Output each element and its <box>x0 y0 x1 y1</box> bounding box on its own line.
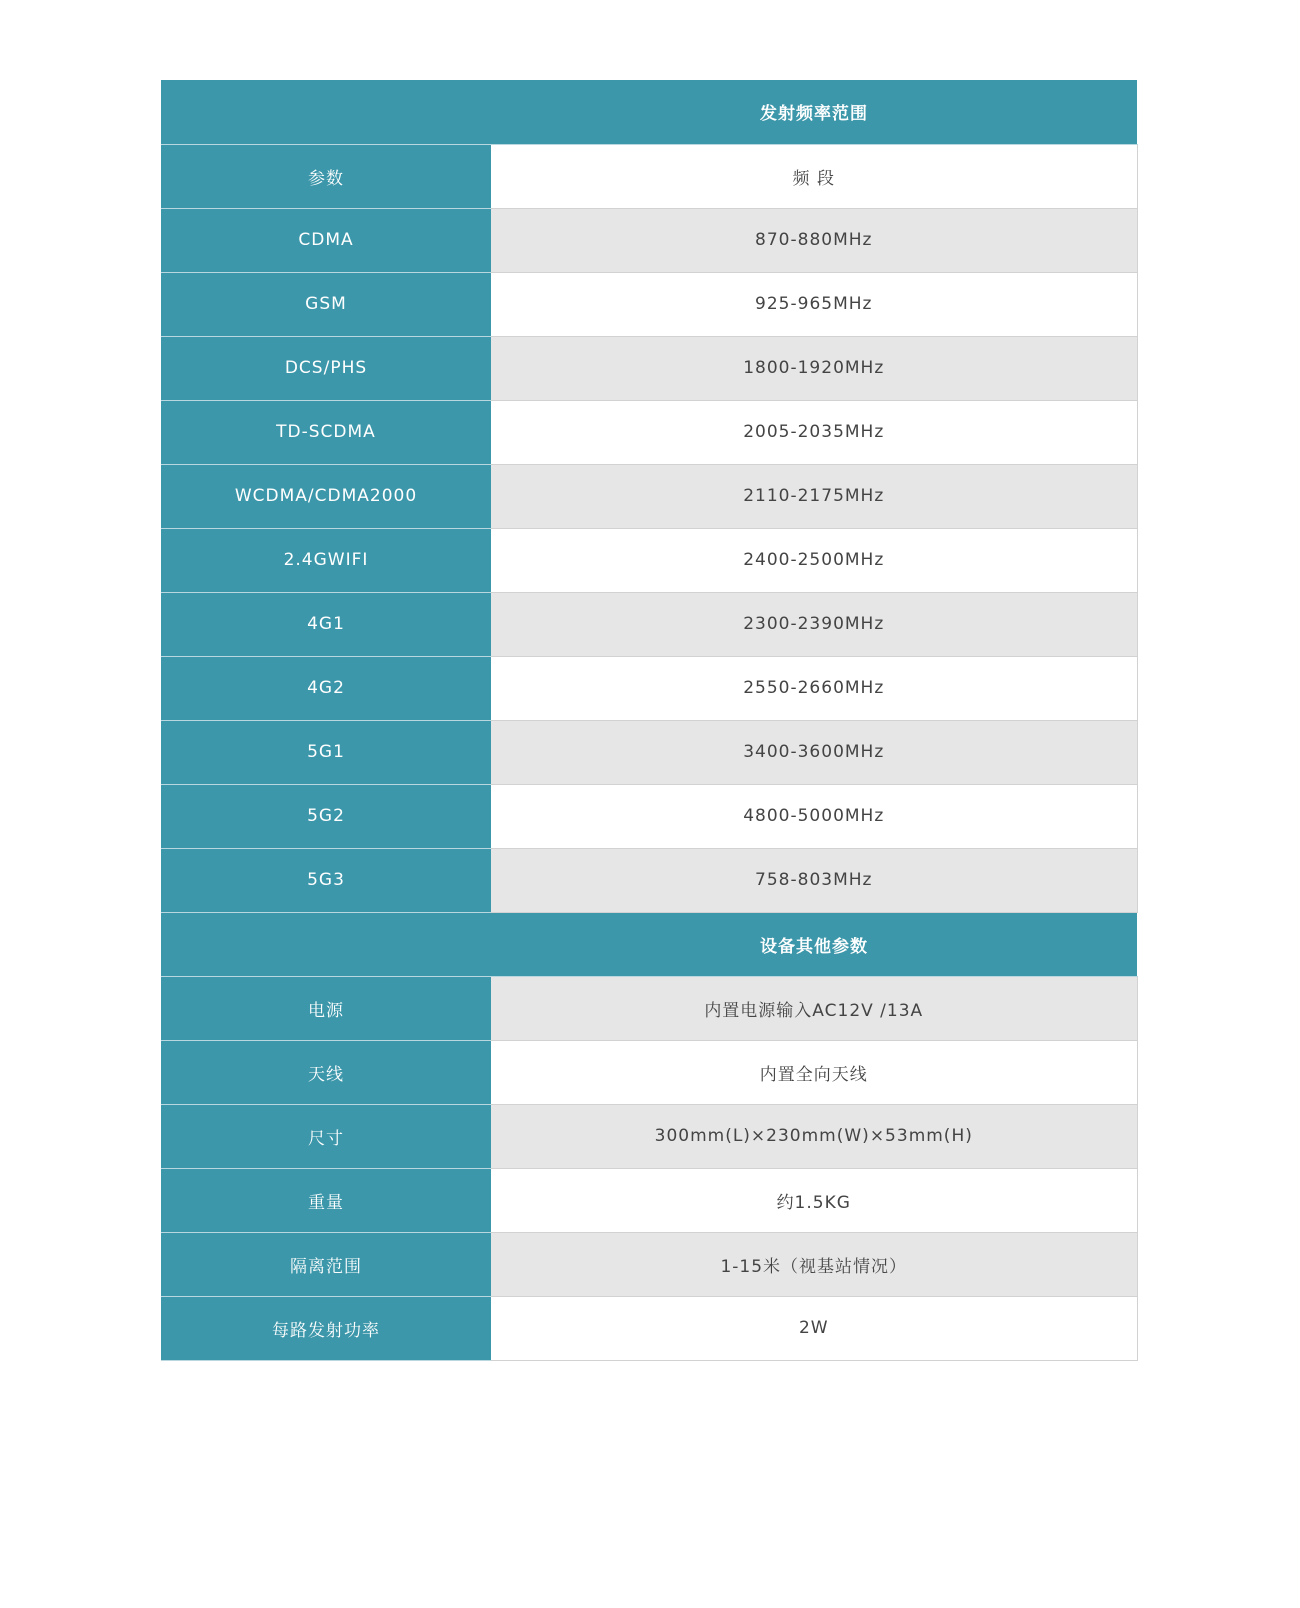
table-row <box>161 1104 1137 1168</box>
param-name: 4G2 <box>161 656 491 720</box>
param-value: 925-965MHz <box>491 272 1137 336</box>
param-name: WCDMA/CDMA2000 <box>161 464 491 528</box>
param-value: 2110-2175MHz <box>491 464 1137 528</box>
param-name: TD-SCDMA <box>161 400 491 464</box>
param-value: 758-803MHz <box>491 848 1137 912</box>
table-row <box>161 656 1137 720</box>
param-value: 2005-2035MHz <box>491 400 1137 464</box>
table-row <box>161 464 1137 528</box>
table-row <box>161 848 1137 912</box>
param-name: CDMA <box>161 208 491 272</box>
param-name: DCS/PHS <box>161 336 491 400</box>
spec-table <box>161 80 1138 1361</box>
param-value: 频 段 <box>491 144 1137 208</box>
param-value: 2400-2500MHz <box>491 528 1137 592</box>
param-name: 5G2 <box>161 784 491 848</box>
section-header-other-params <box>161 912 1137 976</box>
param-value: 约1.5KG <box>491 1168 1137 1232</box>
param-value: 内置全向天线 <box>491 1040 1137 1104</box>
param-name: 重量 <box>161 1168 491 1232</box>
table-row <box>161 784 1137 848</box>
param-value: 4800-5000MHz <box>491 784 1137 848</box>
table-row <box>161 528 1137 592</box>
param-name: 5G3 <box>161 848 491 912</box>
param-name: 尺寸 <box>161 1104 491 1168</box>
section-title: 设备其他参数 <box>161 912 1137 976</box>
param-value: 1800-1920MHz <box>491 336 1137 400</box>
table-row <box>161 592 1137 656</box>
param-value: 3400-3600MHz <box>491 720 1137 784</box>
param-name: 5G1 <box>161 720 491 784</box>
param-name: 天线 <box>161 1040 491 1104</box>
table-row <box>161 1040 1137 1104</box>
table-row <box>161 1296 1137 1360</box>
table-row <box>161 208 1137 272</box>
param-name: 隔离范围 <box>161 1232 491 1296</box>
param-name: 4G1 <box>161 592 491 656</box>
param-value: 内置电源输入AC12V /13A <box>491 976 1137 1040</box>
table-row <box>161 144 1137 208</box>
section-title: 发射频率范围 <box>161 80 1137 144</box>
param-value: 2300-2390MHz <box>491 592 1137 656</box>
param-name: 电源 <box>161 976 491 1040</box>
param-value: 300mm(L)×230mm(W)×53mm(H) <box>491 1104 1137 1168</box>
param-name: 参数 <box>161 144 491 208</box>
table-row <box>161 720 1137 784</box>
param-name: GSM <box>161 272 491 336</box>
param-name: 每路发射功率 <box>161 1296 491 1360</box>
table-row <box>161 1232 1137 1296</box>
param-value: 870-880MHz <box>491 208 1137 272</box>
section-header-transmit-frequency <box>161 80 1137 144</box>
table-row <box>161 336 1137 400</box>
table-row <box>161 272 1137 336</box>
table-row <box>161 400 1137 464</box>
table-row <box>161 1168 1137 1232</box>
param-value: 2550-2660MHz <box>491 656 1137 720</box>
param-name: 2.4GWIFI <box>161 528 491 592</box>
param-value: 2W <box>491 1296 1137 1360</box>
param-value: 1-15米（视基站情况） <box>491 1232 1137 1296</box>
table-row <box>161 976 1137 1040</box>
